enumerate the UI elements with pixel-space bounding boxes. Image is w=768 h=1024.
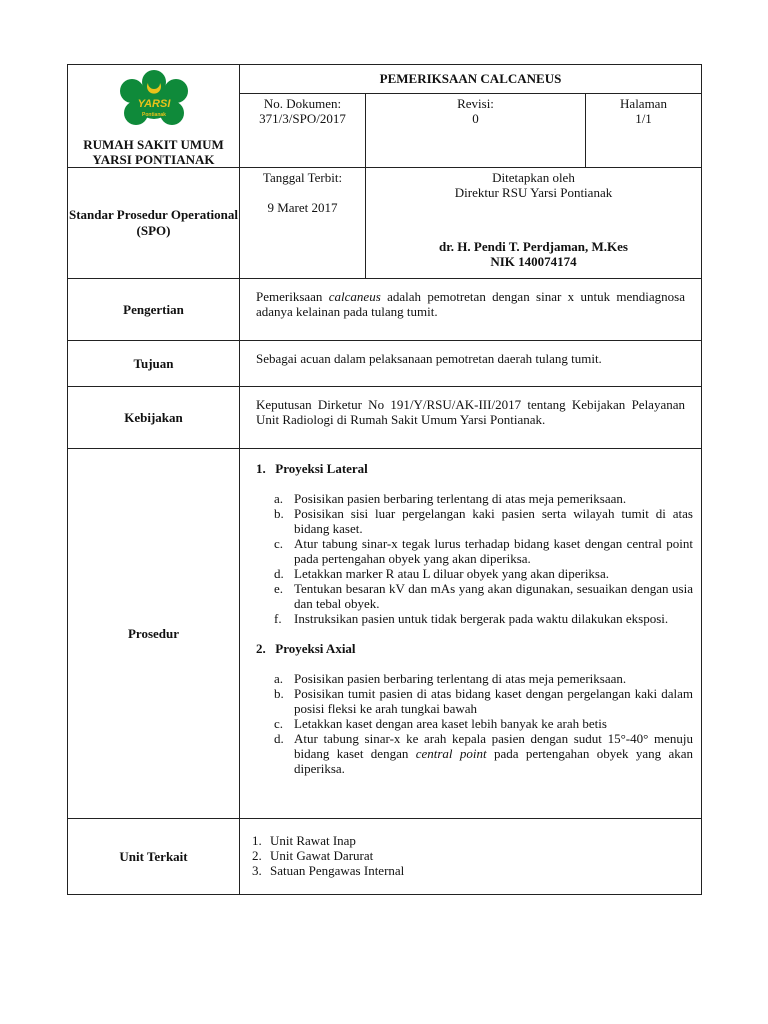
ditetapkan-label: Ditetapkan oleh	[492, 170, 575, 185]
signer-nik: NIK 140074174	[490, 254, 577, 269]
list-item: f. Instruksikan pasien untuk tidak bergerak pada waktu dilakukan eksposi.	[274, 611, 669, 626]
list-item: e. Tentukan besaran kV dan mAs yang akan digunakan, sesuaikan dengan usia dan tebal obyek.	[274, 581, 693, 611]
tanggal-terbit-cell	[240, 168, 366, 279]
logo-text: YARSI	[137, 98, 170, 110]
prosedur-content	[240, 449, 702, 819]
pengertian-text: Pemeriksaan calcaneus adalah pemotretan dengan sinar x untuk mendiagnosa adanya kelainan pada tulang tumit.	[240, 279, 702, 341]
hospital-identity-cell	[68, 65, 240, 168]
document-title: PEMERIKSAAN CALCANEUS	[240, 65, 702, 94]
lateral-steps	[256, 491, 693, 626]
list-item: c. Atur tabung sinar-x tegak lurus terhadap bidang kaset dengan central point pada pertengahan obyek yang akan diperiksa.	[274, 536, 693, 566]
kebijakan-text: Keputusan Dirketur No 191/Y/RSU/AK-III/2017 tentang Kebijakan Pelayanan Unit Radiologi di Rumah Sakit Umum Yarsi Pontianak.	[240, 387, 702, 449]
spo-label: Standar Prosedur Operational (SPO)	[68, 168, 240, 279]
unit-list	[240, 819, 701, 878]
logo-subtext: Pontianak	[141, 112, 166, 118]
revisi-value: 0	[472, 111, 479, 127]
lateral-heading: 1. Proyeksi Lateral	[256, 461, 368, 476]
list-item: d. Atur tabung sinar-x ke arah kepala pasien dengan sudut 15°-40° menuju bidang kaset dengan central point pada pertengahan obyek yang akan diperiksa.	[274, 731, 693, 776]
halaman-label: Halaman	[620, 96, 667, 112]
revisi-cell	[366, 94, 586, 168]
ditetapkan-cell	[366, 168, 702, 279]
pengertian-label: Pengertian	[68, 279, 240, 341]
list-item: c. Letakkan kaset dengan area kaset lebih banyak ke arah betis	[274, 716, 607, 731]
no-dokumen-value: 371/3/SPO/2017	[259, 111, 346, 127]
list-item: 2. Unit Gawat Darurat	[252, 848, 374, 863]
no-dokumen-label: No. Dokumen:	[263, 96, 342, 112]
unit-terkait-content	[240, 819, 702, 895]
tujuan-text: Sebagai acuan dalam pelaksanaan pemotretan daerah tulang tumit.	[240, 341, 702, 387]
list-item: 1. Unit Rawat Inap	[252, 833, 356, 848]
tujuan-label: Tujuan	[68, 341, 240, 387]
spo-document	[67, 64, 701, 895]
spo-table	[67, 64, 702, 895]
no-dokumen-cell	[240, 94, 366, 168]
list-item: d. Letakkan marker R atau L diluar obyek yang akan diperiksa.	[274, 566, 610, 581]
list-item: b. Posisikan sisi luar pergelangan kaki pasien serta wilayah tumit di atas bidang kaset.	[274, 506, 693, 536]
yarsi-logo	[98, 69, 210, 133]
halaman-value: 1/1	[635, 111, 652, 127]
list-item: a. Posisikan pasien berbaring terlentang di atas meja pemeriksaan.	[274, 491, 627, 506]
list-item: 3. Satuan Pengawas Internal	[252, 863, 405, 878]
axial-heading: 2. Proyeksi Axial	[256, 641, 356, 656]
tanggal-terbit-label: Tanggal Terbit:	[262, 170, 343, 185]
tanggal-terbit-value: 9 Maret 2017	[267, 200, 338, 215]
hospital-name: RUMAH SAKIT UMUM YARSI PONTIANAK	[83, 137, 224, 167]
axial-steps	[256, 671, 693, 776]
kebijakan-label: Kebijakan	[68, 387, 240, 449]
prosedur-label: Prosedur	[68, 449, 240, 819]
signer-name: dr. H. Pendi T. Perdjaman, M.Kes	[439, 239, 628, 254]
list-item: a. Posisikan pasien berbaring terlentang di atas meja pemeriksaan.	[274, 671, 627, 686]
halaman-cell	[586, 94, 702, 168]
revisi-label: Revisi:	[457, 96, 494, 112]
list-item: b. Posisikan tumit pasien di atas bidang kaset dengan pergelangan kaki dalam posisi fleksi ke arah tungkai bawah	[274, 686, 693, 716]
unit-terkait-label: Unit Terkait	[68, 819, 240, 895]
direktur-label: Direktur RSU Yarsi Pontianak	[454, 185, 613, 200]
